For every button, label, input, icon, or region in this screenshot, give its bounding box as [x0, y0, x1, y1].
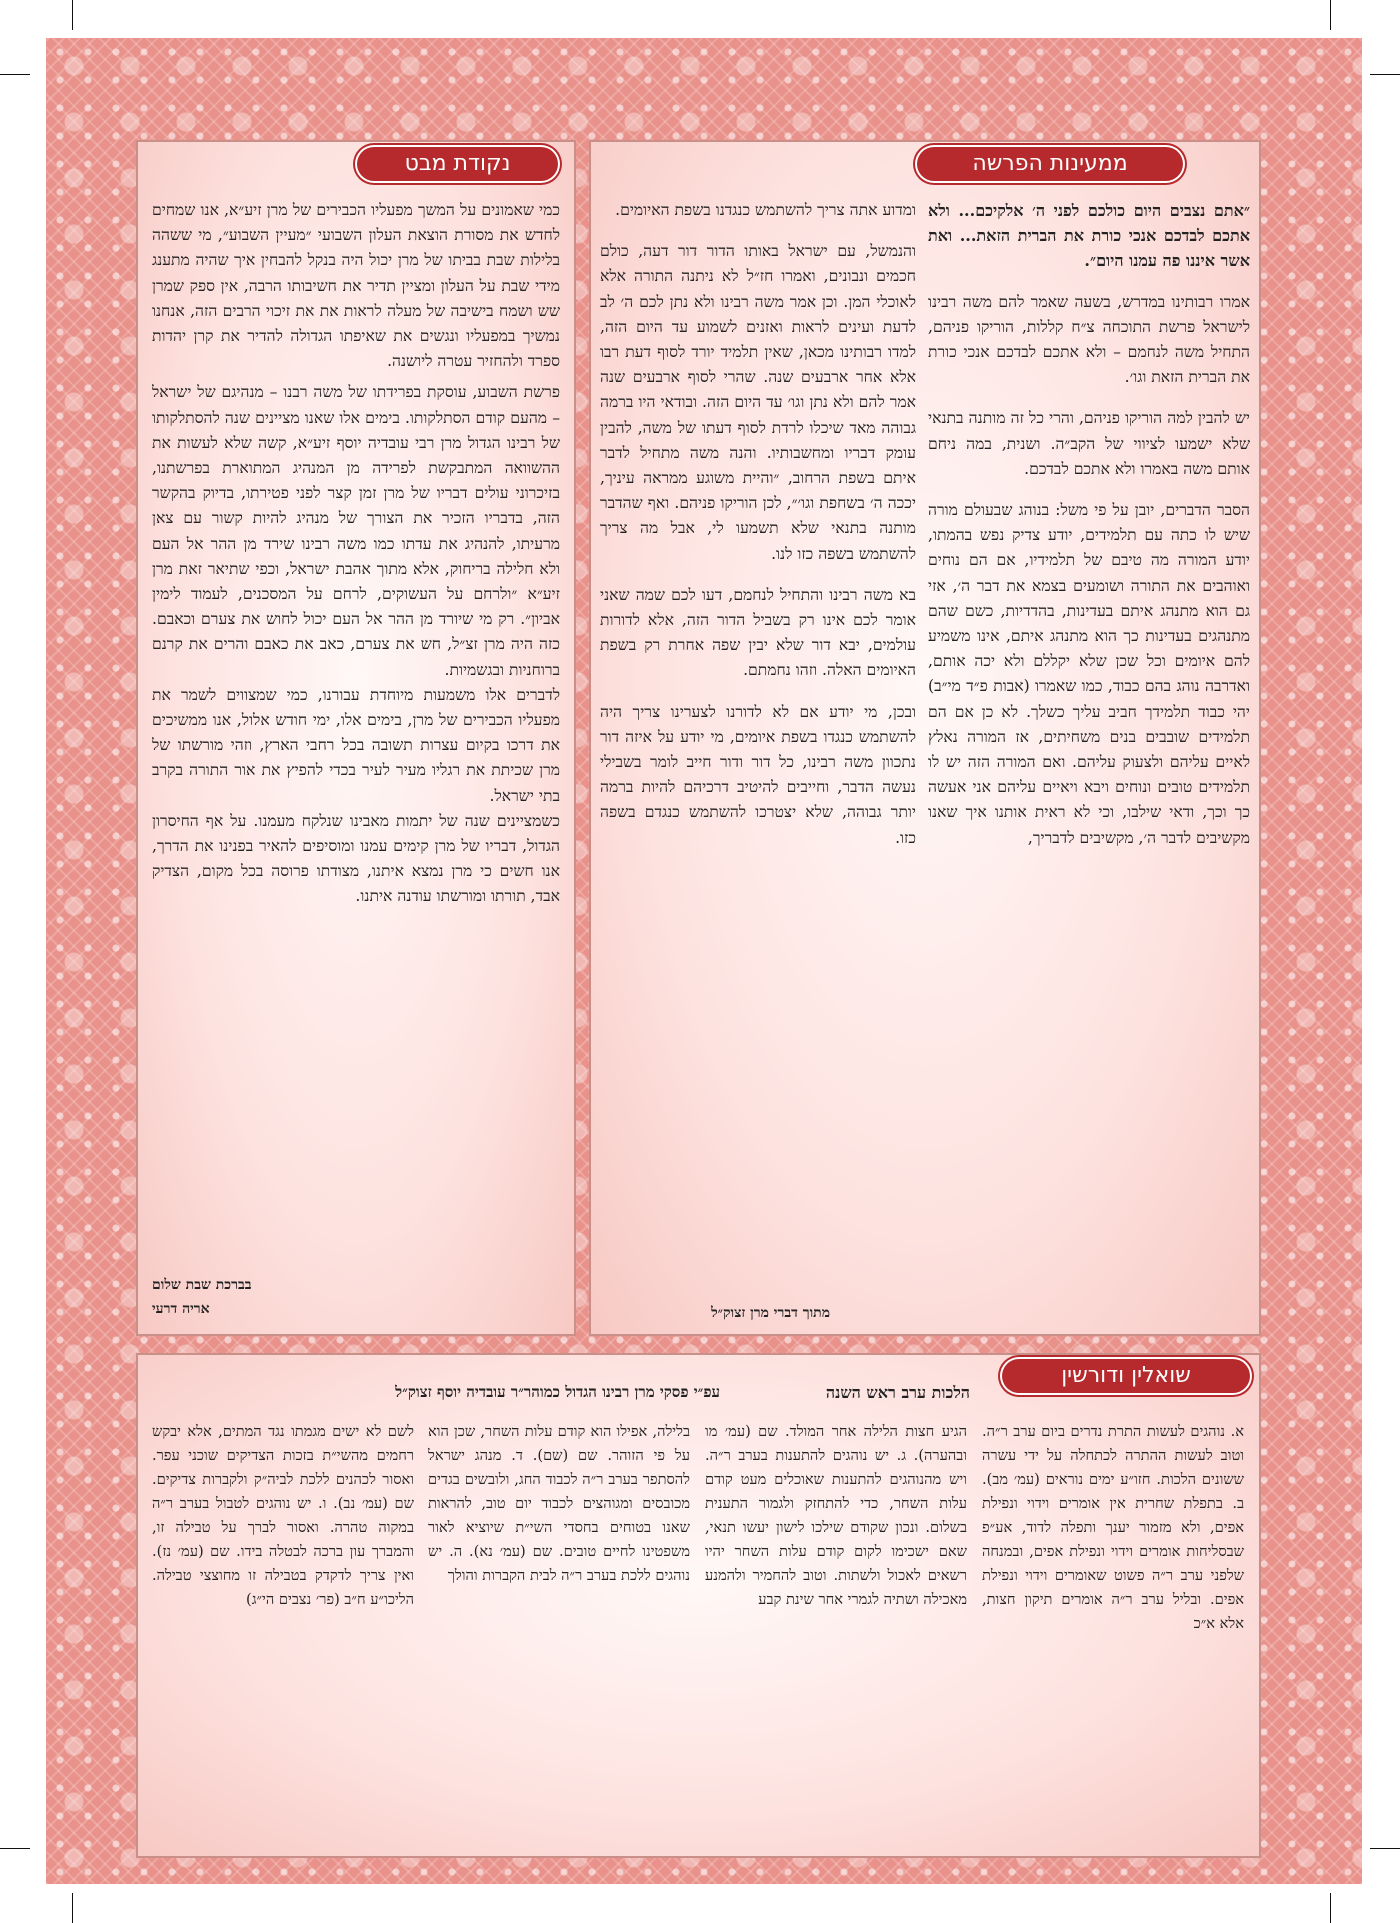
- parasha-title-badge: ממעינות הפרשה: [915, 145, 1185, 183]
- viewpoint-signature-greeting: בברכת שבת שלום: [152, 1277, 252, 1293]
- parasha-paragraph: הסבר הדברים, יובן על פי משל: בנוהג שבעולם מורה שיש לו כתה עם תלמידים, יודע צדיק נפש בהמתו, יודע המורה מה טיבם של תלמידיו, אם הם נוחים ואוהבים את התורה ושומעים בצמא את דבר ה׳, אזי גם הוא מתנהג איתם בעדינות, בהדדיות, כשם שהם מתנהגים בעדינות כך הוא מתנהג איתם, אינו משמיע להם איומים וכל שכן שלא יקללם ולא יכה אותם, ואדרבה נוהג בהם כבוד, כמו שאמרו (אבות פ״ד מי״ב) יהי כבוד תלמידך חביב עליך כשלך. לא כן אם הם תלמידים שובבים בנים משחיתים, אז המורה נאלץ לאיים עליהם ולצעוק עליהם. ואם המורה הזה יש לו תלמידים טובים ונוחים ויבא ויאיים עליהם אני אעשה כך וכך, ודאי שילבו, וכי לא ראית אותנו איך שאנו מקשיבים לדבר ה׳, מקשיבים לדבריך,: [928, 501, 1250, 847]
- parasha-source: מתוך דברי מרן זצוק״ל: [711, 1305, 830, 1321]
- halacha-source-subtitle: עפ״י פסקי מרן רבינו הגדול כמוהר״ר עובדיה יוסף זצוק״ל: [395, 1383, 720, 1401]
- crop-mark: [1370, 74, 1400, 75]
- viewpoint-signature-name: אריה דרעי: [152, 1301, 210, 1317]
- parasha-paragraph: ומדוע אתה צריך להשתמש כנגדנו בשפת האיומים.: [615, 201, 916, 219]
- halacha-column-1: [982, 1420, 1244, 1852]
- halacha-column-2: [705, 1420, 967, 1852]
- crop-mark: [72, 1893, 73, 1923]
- viewpoint-paragraph: פרשת השבוע, עוסקת בפרידתו של משה רבנו – מנהיגם של ישראל – מהעם קודם הסתלקותו. בימים אלו שאנו מציינים שנה להסתלקותו של רבינו הגדול מרן רבי עובדיה יוסף זיע״א, קשה שלא לעשות את ההשוואה המתבקשת לפרידה מן המנהיג המתוארת בפרשתנו, בזיכרוני עולים דבריו של מרן זמן קצר לפני פטירתו, בדיוק בהקשר הזה, בדבריו הזכיר את הצורך של מנהיג להיות קשור עם צאן מרעיתו, להנהיג את עדתו כמו משה רבינו שירד מן ההר אל העם ולא חלילה בריחוק, אלא מתוך אהבת ישראל, וכפי שתיאר זאת מרן זיע״א ״ולרחם על העשוקים, לרחם על המסכנים, לעמוד לימין אביון״. רק מי שיורד מן ההר אל העם יכול לחוש את צערם וכאבם. כזה היה מרן זצ״ל, חש את צערם, כאב את כאבם והרים את קרנם ברוחניות ובגשמיות.: [152, 383, 560, 679]
- crop-mark: [0, 1848, 30, 1849]
- parasha-column-left: [600, 198, 916, 1298]
- viewpoint-column: [152, 198, 560, 1268]
- viewpoint-paragraph: כשמציינים שנה של יתמות מאבינו שנלקח מעמנו. על אף החיסרון הגדול, דבריו של מרן קימים עמנו ומוסיפים להאיר בפנינו את הדרך, אנו חשים כי מרן נמצא איתנו, מצודתו פרוסה בכל מקום, הצדיק אבד, תורתו ומורשתו עודנה איתנו.: [152, 811, 560, 906]
- halacha-column-3: [428, 1420, 690, 1852]
- parasha-column-right: [928, 198, 1250, 1323]
- halacha-text: א. נוהגים לעשות התרת נדרים ביום ערב ר״ה. וטוב לעשות ההתרה לכתחלה על ידי עשרה ששונים הלכות. חזו״ע ימים נוראים (עמ׳ מב). ב. בתפלת שחרית אין אומרים וידוי ונפילת אפים, ולא מזמור יענך ותפלה לדוד, אע״פ שבסליחות אומרים וידוי ונפילת אפים, ובמנחה שלפני ערב ר״ה פשוט שאומרים וידוי ונפילת אפים. ובליל ערב ר״ה אומרים תיקון חצות, אלא א״כ: [982, 1423, 1244, 1632]
- parasha-intro: ״אתם נצבים היום כולכם לפני ה׳ אלקיכם... ולא אתכם לבדכם אנכי כורת את הברית הזאת... ואת אשר איננו פה עמנו היום״.: [928, 201, 1250, 271]
- crop-mark: [72, 0, 73, 30]
- parasha-paragraph: ובכן, מי יודע אם לא לדורנו לצערינו צריך היה להשתמש כנגדו בשפת איומים, מי יודע על איזה דור נתכוון משה רבינו, כל דור ודור חייב לומר בשבילי נעשה הדבר, וחייבים להיטיב דרכיהם להיות ברמה יותר גבוהה, שלא יצטרכו להשתמש כנגדם בשפה כזו.: [600, 702, 916, 847]
- parasha-paragraph: והנמשל, עם ישראל באותו הדור דור דעה, כולם חכמים ונבונים, ואמרו חז״ל לא ניתנה התורה אלא לאוכלי המן. וכן אמר משה רבינו ולא נתן לכם ה׳ לב לדעת ועינים לראות ואזנים לשמוע עד היום הזה, למדו רבותינו מכאן, שאין תלמיד יורד לסוף דעת רבו אלא אחר ארבעים שנה. שהרי לסוף ארבעים שנה אמר להם ולא נתן וגו׳ עד היום הזה. ובודאי היו ברמה גבוהה מאד שיכלו לרדת לסוף דעתו של משה, להבין עומק דבריו ומחשבותיו. והנה משה מתחיל לדבר איתם בשפת הרחוב, ״והיית משוגע ממראה עיניך, יככה ה׳ בשחפת וגו׳״, לכן הוריקו פניהם. ואף שהדבר מותנה בתנאי שלא תשמעו לי, אבל מה צריך להשתמש בשפה כזו לנו.: [600, 242, 916, 563]
- halacha-text: בלילה, אפילו הוא קודם עלות השחר, שכן הוא על פי הזוהר. שם (שם). ד. מנהג ישראל להסתפר בערב ר״ה לכבוד החג, ולובשים בגדים מכובסים ומגוהצים לכבוד יום טוב, להראות שאנו בטוחים בחסדי השי״ת שיוציא לאור משפטינו לחיים טובים. שם (עמ׳ נא). ה. יש נוהגים ללכת בערב ר״ה לבית הקברות והולך: [428, 1423, 690, 1584]
- halacha-text: הגיע חצות הלילה אחר המולד. שם (עמ׳ מו ובהערה). ג. יש נוהגים להתענות בערב ר״ה. ויש מהנוהגים להתענות שאוכלים מעט קודם עלות השחר, כדי להתחזק ולגמור התענית בשלום. ונכון שקודם שילכו לישון יעשו תנאי, שאם ישכימו לקום קודם עלות השחר יהיו רשאים לאכול ולשתות. וטוב להחמיר ולהמנע מאכילה ושתיה לגמרי אחר שינת קבע: [705, 1423, 967, 1608]
- crop-mark: [1330, 1893, 1331, 1923]
- parasha-paragraph: יש להבין למה הוריקו פניהם, והרי כל זה מותנה בתנאי שלא ישמעו לציווי של הקב״ה. ושנית, במה ניחם אותם משה באמרו ולא אתכם לבדכם.: [928, 409, 1250, 478]
- crop-mark: [1370, 1848, 1400, 1849]
- halacha-column-4: [152, 1420, 414, 1852]
- parasha-paragraph: בא משה רבינו והתחיל לנחמם, דעו לכם שמה שאני אומר לכם אינו רק בשביל הדור הזה, אלא לדורות עולמים, יבא דור שלא יבין שפה אחרת רק בשפת האיומים האלה. וזהו נחמתם.: [600, 585, 916, 680]
- crop-mark: [1330, 0, 1331, 30]
- viewpoint-title-badge: נקודת מבט: [355, 145, 560, 183]
- parasha-paragraph: אמרו רבותינו במדרש, בשעה שאמר להם משה רבינו לישראל פרשת התוכחה צ״ח קללות, הוריקו פניהם, התחיל משה לנחמם – ולא אתכם לבדכם אנכי כורת את הברית הזאת וגו׳.: [928, 292, 1250, 387]
- halacha-text: לשם לא ישים מגמתו נגד המתים, אלא יבקש רחמים מהשי״ת בזכות הצדיקים שוכני עפר. ואסור לכהנים ללכת לביה״ק ולקברות צדיקים. שם (עמ׳ נב). ו. יש נוהגים לטבול בערב ר״ה במקוה טהרה. ואסור לברך על טבילה זו, והמברך עון ברכה לבטלה בידו. שם (עמ׳ נז). ואין צריך לדקדק בטבילה זו מחוצצי טבילה. הליכו״ע ח״ב (פר׳ נצבים הי״ג): [152, 1423, 414, 1608]
- halacha-title-badge: שואלין ודורשין: [1000, 1357, 1252, 1395]
- viewpoint-paragraph: לדברים אלו משמעות מיוחדת עבורנו, כמי שמצווים לשמר את מפעליו הכבירים של מרן, בימים אלו, ימי חודש אלול, אנו ממשיכים את דרכו בקיום עצרות תשובה בכל רחבי הארץ, וזהי מורשתו של מרן שכיתת את רגליו מעיר לעיר בכדי להפיץ את אור התורה בקרב בתי ישראל.: [152, 685, 560, 805]
- crop-mark: [0, 74, 30, 75]
- halacha-subtitle: הלכות ערב ראש השנה: [825, 1383, 970, 1402]
- viewpoint-paragraph: כמי שאמונים על המשך מפעליו הכבירים של מרן זיע״א, אנו שמחים לחדש את מסורת הוצאת העלון השבועי ״מעיין השבוע״, מי ששהה בלילות שבת בביתו של מרן יכול היה בנקל להבחין איך שהיה מתענג מידי שבת על העלון ומציין תדיר את חשיבותו הרבה, אין ספק שמרן שש ושמח בישיבה של מעלה לראות את את זיכוי הרבים הזה, אנחנו נמשיך במפעליו ונגשים את שאיפתו הגדולה להדיר את קרן יהדות ספרד ולהחזיר עטרה ליושנה.: [152, 201, 560, 371]
